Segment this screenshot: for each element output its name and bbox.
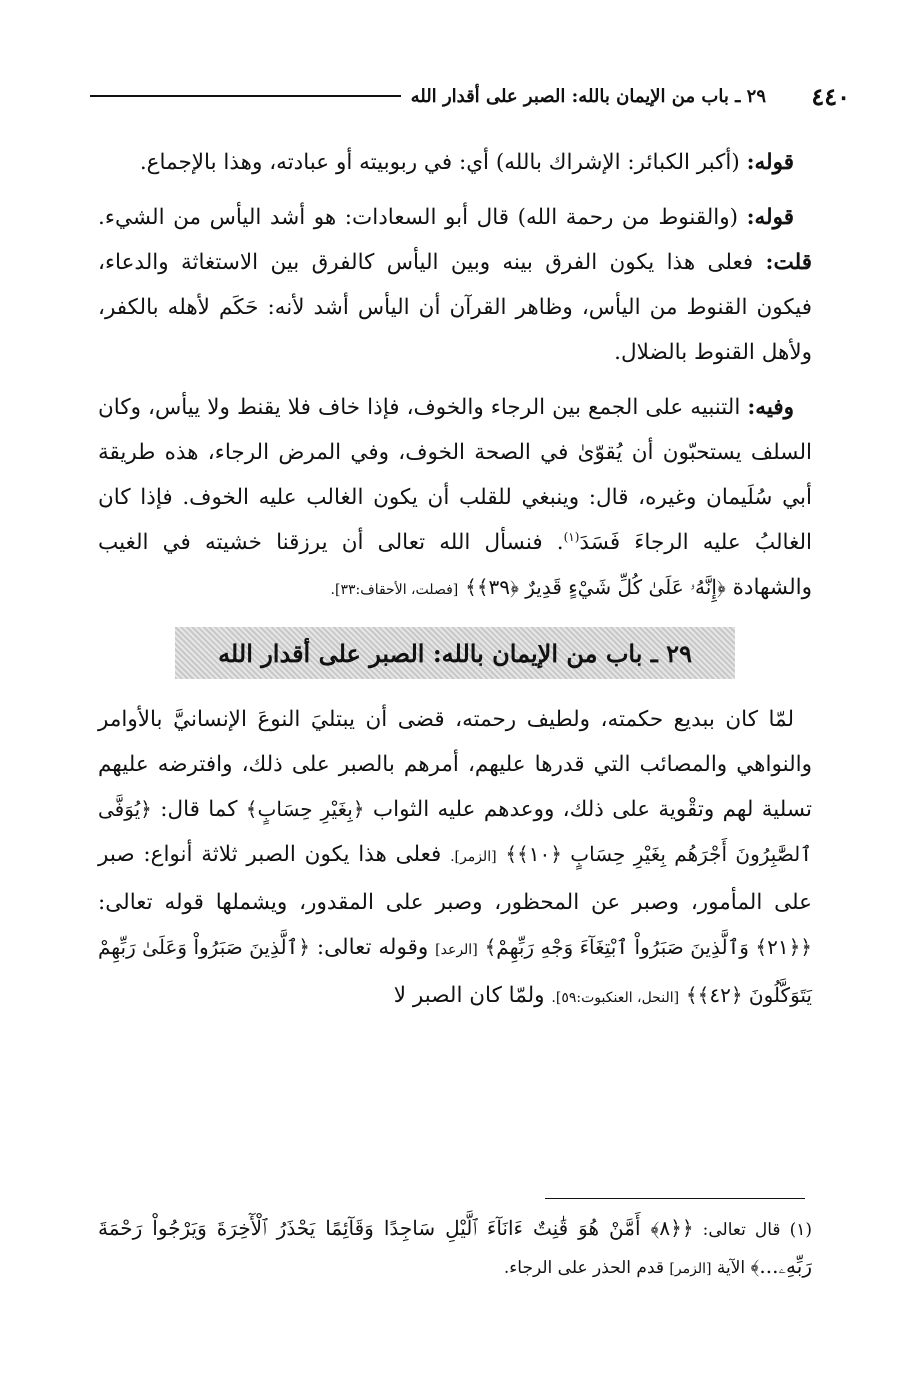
footnote-marker[interactable]: (١): [563, 529, 580, 544]
quran-verse: ﴿يُوَفَّى ٱلصَّٰبِرُونَ أَجْرَهُم بِغَيْرِ حِسَابٍ ﴿١٠﴾﴾: [98, 797, 812, 866]
footnote-number: (١): [789, 1220, 812, 1240]
paragraph-text: فعلى هذا يكون الصبر ثلاثة أنواع: صبر على المأمور، وصبر عن المحظور، وصبر على المقدور، ويشملها قوله تعالى:: [98, 842, 812, 915]
paragraph-lead-qultu: قلت:: [765, 250, 812, 275]
chapter-title-banner: [175, 627, 735, 679]
running-title: ٢٩ ـ باب من الإيمان بالله: الصبر على أقدار الله: [410, 85, 766, 107]
paragraph-text: وقوله تعالى:: [316, 935, 429, 960]
paragraph-text: . فنسأل الله تعالى أن يرزقنا خشيته في الغيب والشهادة: [98, 530, 812, 600]
paragraph-patience: [98, 697, 812, 1021]
footnote-rule: [545, 1198, 805, 1199]
quran-verse: ﴿﴿٢١﴾ وَٱلَّذِينَ صَبَرُواْ ٱبْتِغَآءَ وَجْهِ رَبِّهِمْ﴾: [484, 935, 813, 959]
paragraph-text: (والقنوط من رحمة الله) قال أبو السعادات: هو أشد اليأس من الشيء.: [98, 205, 739, 230]
page-number: ٤٤٠: [811, 81, 850, 111]
paragraph-greatest-sins: [98, 140, 812, 185]
paragraph-lead: قوله:: [746, 205, 794, 230]
verse-reference: [فصلت، الأحقاف:٣٣].: [330, 582, 459, 598]
paragraph-text: كما قال:: [160, 797, 238, 822]
quran-verse: ﴿﴿٨﴾ أَمَّنْ هُوَ قَٰنِتٌ ءَانَآءَ ٱلَّيْلِ سَاجِدًا وَقَآئِمًا يَحْذَرُ ٱلْأٓخِرَةَ وَيَرْجُواْ رَحْمَةَ رَبِّهِۦ...﴾: [98, 1216, 812, 1278]
paragraph-hope-fear: [98, 385, 812, 613]
page-header: [90, 78, 850, 114]
paragraph-lead: وفيه:: [747, 395, 794, 420]
verse-reference: [الزمر]: [669, 1261, 712, 1277]
paragraph-text: فعلى هذا يكون الفرق بينه وبين اليأس كالفرق بين الاستغاثة والدعاء، فيكون القنوط من اليأس، وظاهر القرآن أن اليأس أشد لأنه: حَكَم لأهله بالكفر، ولأهل القنوط بالضلال.: [98, 250, 812, 365]
paragraph-despair: [98, 195, 812, 375]
footnote-text: قال تعالى:: [702, 1220, 781, 1240]
quran-verse: ﴿ٱلَّذِينَ صَبَرُواْ وَعَلَىٰ رَبِّهِمْ يَتَوَكَّلُونَ ﴿٤٢﴾﴾: [98, 935, 812, 1007]
paragraph-text: التنبيه على الجمع بين الرجاء والخوف، فإذا خاف فلا يقنط ولا ييأس، وكان السلف يستحبّون أن يُقوّىٰ في الصحة الخوف، وفي المرض الرجاء، هذه طريقة أبي سُلَيمان وغيره، قال: وينبغي للقلب أن يكون الغالب عليه الخوف. فإذا كان الغالبُ عليه الرجاءَ فَسَدَ: [98, 395, 812, 555]
footnote-text: قدم الحذر على الرجاء.: [503, 1258, 664, 1278]
page-body: [98, 140, 812, 1031]
paragraph-text: لمّا كان ببديع حكمته، ولطيف رحمته، قضى أن يبتليَ النوعَ الإنسانيَّ بالأوامر والنواهي والمصائب التي قدرها عليهم، أمرهم بالصبر على ذلك، وافترضه عليهم تسلية لهم وتقْوية على ذلك، ووعدهم عليه الثواب: [98, 707, 812, 822]
chapter-title: ٢٩ ـ باب من الإيمان بالله: الصبر على أقدار الله: [218, 638, 692, 668]
verse-reference: [الزمر].: [450, 849, 497, 865]
paragraph-lead: قوله:: [746, 150, 794, 175]
quran-verse: ﴿بِغَيْرِ حِسَابٍ﴾: [245, 797, 365, 821]
quran-verse: ﴿إِنَّهُۥ عَلَىٰ كُلِّ شَيْءٍ قَدِيرٌ ﴿٣٩﴾﴾: [465, 575, 726, 599]
paragraph-text: (أكبر الكبائر: الإشراك بالله) أي: في ربوبيته أو عبادته، وهذا بالإجماع.: [139, 150, 740, 175]
footnote: [98, 1210, 812, 1287]
footnote-text: الآية: [716, 1258, 746, 1278]
verse-reference: [النحل، العنكبوت:٥٩].: [551, 990, 680, 1006]
paragraph-text: ولمّا كان الصبر لا: [393, 983, 545, 1008]
header-rule: [90, 95, 401, 97]
verse-reference: [الرعد]: [435, 942, 478, 958]
